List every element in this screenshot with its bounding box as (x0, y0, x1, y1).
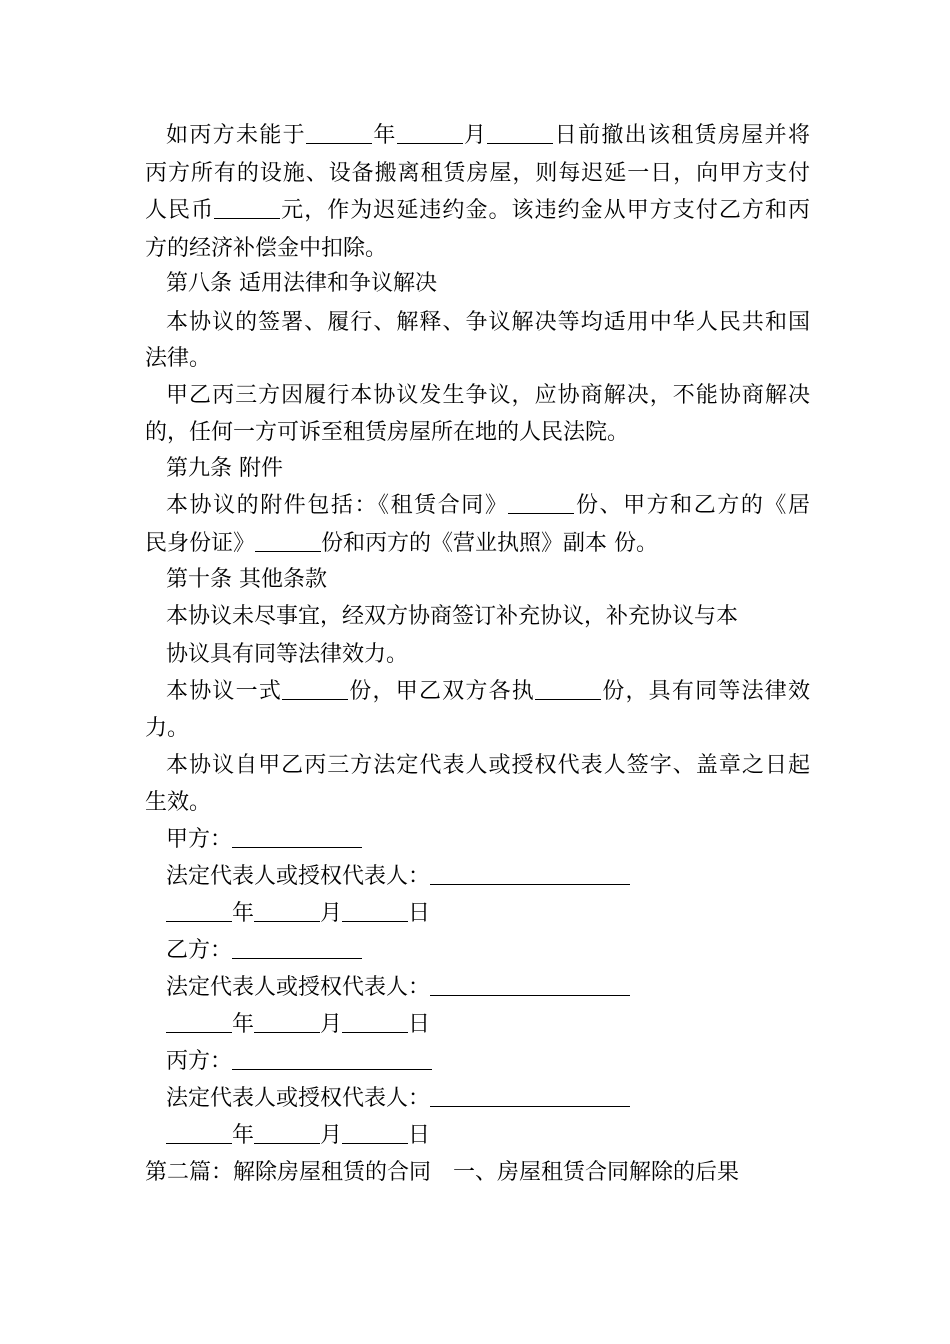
party-c-label: 丙方： (166, 1049, 233, 1074)
blank-copies (282, 677, 348, 700)
article-9-line-1 (166, 491, 810, 521)
text: 年 (232, 1123, 255, 1148)
text: 一、房屋租赁合同解除的后果 (453, 1160, 740, 1185)
penalty-line-2: 丙方所有的设施、设备搬离租赁房屋，则每迟延一日，向甲方支付 (145, 161, 810, 186)
article-10-p3-line-1: 本协议自甲乙丙三方法定代表人或授权代表人签字、盖章之日起 (166, 753, 810, 778)
blank-amount (214, 196, 280, 219)
blank-day (487, 121, 553, 144)
penalty-line-1 (166, 121, 810, 151)
party-a-rep-line (166, 862, 810, 892)
blank-year (166, 899, 232, 922)
rep-blank (430, 973, 630, 996)
text: 人民币 (145, 198, 215, 223)
party-b-rep-line (166, 973, 810, 1003)
text: 份，甲乙双方各执 (348, 679, 536, 704)
rep-label: 法定代表人或授权代表人： (166, 864, 431, 889)
text: 月 (320, 901, 343, 926)
text: 份和丙方的《营业执照》副本 份。 (321, 531, 659, 556)
article-10-p1-line-1: 本协议未尽事宜，经双方协商签订补充协议，补充协议与本 (166, 604, 739, 629)
rep-label: 法定代表人或授权代表人： (166, 975, 431, 1000)
text: 日 (408, 1012, 431, 1037)
text: 月 (320, 1012, 343, 1037)
text: 如丙方未能于 (166, 123, 306, 148)
text: 日前撤出该租赁房屋并将 (553, 123, 810, 148)
blank-year (306, 121, 372, 144)
text: 年 (371, 123, 397, 148)
article-10-p2-line-2: 力。 (145, 716, 190, 741)
article-8-p2-line-2: 的，任何一方可诉至租赁房屋所在地的人民法院。 (145, 420, 630, 445)
blank-month (254, 899, 320, 922)
article-10-heading: 第十条 其他条款 (166, 567, 327, 592)
party-b-label: 乙方： (166, 938, 233, 963)
text: 份、甲方和乙方的《居 (574, 493, 810, 518)
party-b-blank (232, 936, 362, 959)
article-10-p3-line-2: 生效。 (145, 790, 212, 815)
text: 本协议一式 (166, 679, 283, 704)
text: 年 (232, 1012, 255, 1037)
party-c-line (166, 1047, 810, 1077)
text: 年 (232, 901, 255, 926)
article-8-p2-line-1: 甲乙丙三方因履行本协议发生争议，应协商解决，不能协商解决 (166, 383, 810, 408)
article-8-p1-line-1: 本协议的签署、履行、解释、争议解决等均适用中华人民共和国 (166, 310, 810, 335)
article-8-p1-line-2: 法律。 (145, 346, 212, 371)
text: 月 (320, 1123, 343, 1148)
text: 本协议的附件包括：《租赁合同》 (166, 493, 509, 518)
blank-month (254, 1010, 320, 1033)
text: 月 (462, 123, 488, 148)
party-c-date-line (166, 1121, 810, 1151)
penalty-line-3 (145, 196, 810, 226)
party-a-line (166, 825, 810, 855)
party-b-line (166, 936, 810, 966)
party-a-label: 甲方： (166, 827, 233, 852)
text: 份，具有同等法律效 (601, 679, 810, 704)
part-2-title (145, 1158, 810, 1188)
blank-month (254, 1121, 320, 1144)
article-10-p1-line-2: 协议具有同等法律效力。 (166, 642, 409, 667)
party-b-date-line (166, 1010, 810, 1040)
text: 元，作为迟延违约金。该违约金从甲方支付乙方和丙 (280, 198, 810, 223)
text: 民身份证》 (145, 531, 256, 556)
party-a-date-line (166, 899, 810, 929)
blank-copies (508, 491, 574, 514)
article-8-heading: 第八条 适用法律和争议解决 (166, 271, 437, 296)
blank-day (342, 1010, 408, 1033)
blank-year (166, 1010, 232, 1033)
article-9-line-2 (145, 529, 810, 559)
text: 日 (408, 901, 431, 926)
rep-label: 法定代表人或授权代表人： (166, 1086, 431, 1111)
blank-day (342, 1121, 408, 1144)
party-c-rep-line (166, 1084, 810, 1114)
penalty-line-4: 方的经济补偿金中扣除。 (145, 236, 388, 261)
party-a-blank (232, 825, 362, 848)
blank-copies (535, 677, 601, 700)
rep-blank (430, 1084, 630, 1107)
blank-copies (255, 529, 321, 552)
blank-day (342, 899, 408, 922)
blank-year (166, 1121, 232, 1144)
party-c-blank (232, 1047, 432, 1070)
article-9-heading: 第九条 附件 (166, 456, 283, 481)
blank-month (397, 121, 463, 144)
text: 第二篇：解除房屋租赁的合同 (145, 1160, 432, 1185)
text: 日 (408, 1123, 431, 1148)
article-10-p2-line-1 (166, 677, 810, 707)
rep-blank (430, 862, 630, 885)
